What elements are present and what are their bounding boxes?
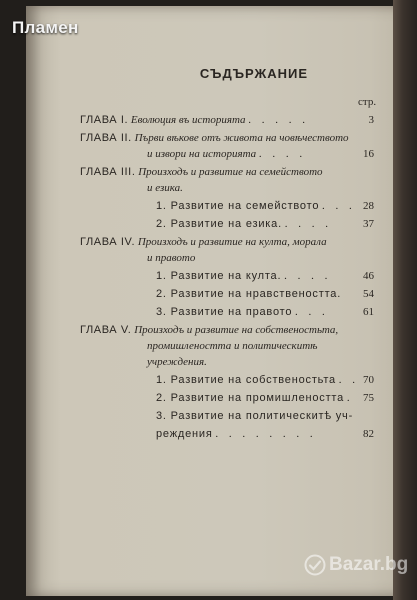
- chapter-title-line2: и езика.: [147, 182, 183, 194]
- toc-subentry-continued: [156, 428, 380, 440]
- chapter-title-line2: и правото: [147, 252, 196, 264]
- leader-dots: . . . . . . . .: [215, 428, 317, 440]
- chapter-title: Първи вѣкове отъ живота на човѣчеството: [134, 132, 349, 144]
- toc-subentry: [156, 306, 380, 318]
- book-page: [26, 6, 408, 596]
- toc-title: СЪДЪРЖАНИЕ: [199, 66, 309, 81]
- chapter-title-line2: промишлеността и политическитѣ: [147, 340, 318, 352]
- toc-entry: [80, 236, 380, 248]
- subentry-title: 1. Развитие на собственостьта: [156, 374, 336, 386]
- chapter-label: ГЛАВА I.: [80, 114, 129, 126]
- chapter-label: ГЛАВА III.: [80, 166, 136, 178]
- subentry-title: 3. Развитие на правото: [156, 306, 293, 318]
- page-number: 54: [363, 288, 374, 300]
- chapter-label: ГЛАВА IV.: [80, 236, 136, 248]
- chapter-title: Еволюция въ историята: [130, 114, 246, 126]
- page-number: 16: [363, 148, 374, 160]
- toc-entry-continued: [147, 252, 380, 264]
- leader-dots: . . . .: [284, 218, 332, 230]
- watermark-logo-text: Bazar.bg: [329, 554, 409, 575]
- book-page-edge: [393, 0, 417, 600]
- leader-dots: . . .: [295, 306, 329, 318]
- chapter-title: Произходъ и развитие на семейството: [138, 166, 323, 178]
- toc-entry: [80, 324, 380, 336]
- toc-entry: [80, 166, 380, 178]
- subentry-title: 2. Развитие на промишлеността: [156, 392, 345, 404]
- leader-dots: . . .: [322, 200, 356, 212]
- leader-dots: . . . .: [258, 148, 307, 160]
- toc-subentry: [156, 410, 380, 422]
- toc-entry: [80, 132, 380, 144]
- leader-dots: . .: [338, 374, 359, 386]
- toc-entry-continued: [147, 340, 380, 352]
- toc-subentry: [156, 200, 380, 212]
- chapter-title-line3: учреждения.: [147, 356, 207, 368]
- toc-entry-continued: [147, 148, 380, 160]
- page-number: 82: [363, 428, 374, 440]
- toc-subentry: [156, 392, 380, 404]
- page-column-header: стр.: [358, 96, 377, 108]
- toc-subentry: [156, 218, 380, 230]
- toc-entry-continued: [147, 182, 380, 194]
- toc-subentry: [156, 374, 380, 386]
- watermark-seller-name: Пламен: [12, 18, 79, 37]
- chapter-title-line2: и извори на историята: [147, 148, 257, 160]
- page-number: 75: [363, 392, 374, 404]
- leader-dots: . . . .: [284, 270, 332, 282]
- toc-entry-continued: [147, 356, 380, 368]
- chapter-label: ГЛАВА II.: [80, 132, 132, 144]
- subentry-title: 1. Развитие на семейството: [156, 200, 320, 212]
- subentry-title-line2: реждения: [156, 428, 213, 440]
- page-number: 3: [368, 114, 374, 126]
- chapter-title: Произходъ и развитие на култа, морала: [137, 236, 327, 248]
- page-number: 61: [363, 306, 374, 318]
- subentry-title: 2. Развитие на езика.: [156, 218, 282, 230]
- table-of-contents: [80, 66, 380, 440]
- check-circle-icon: [304, 554, 326, 576]
- toc-subentry: [156, 270, 380, 282]
- watermark-logo: [304, 554, 408, 576]
- subentry-title: 2. Развитие на нравствеността.: [156, 288, 342, 300]
- subentry-title: 3. Развитие на политическитѣ уч-: [156, 410, 354, 422]
- page-number: 70: [363, 374, 374, 386]
- page-number: 28: [363, 200, 374, 212]
- leader-dots: .: [346, 392, 354, 404]
- page-number: 37: [363, 218, 374, 230]
- toc-entry: [80, 114, 380, 126]
- toc-subentry: [156, 288, 380, 300]
- chapter-title: Произходъ и развитие на собственостьта,: [134, 324, 339, 336]
- leader-dots: . . . . .: [248, 114, 310, 126]
- subentry-title: 1. Развитие на култа.: [156, 270, 282, 282]
- page-number: 46: [363, 270, 374, 282]
- chapter-label: ГЛАВА V.: [80, 324, 132, 336]
